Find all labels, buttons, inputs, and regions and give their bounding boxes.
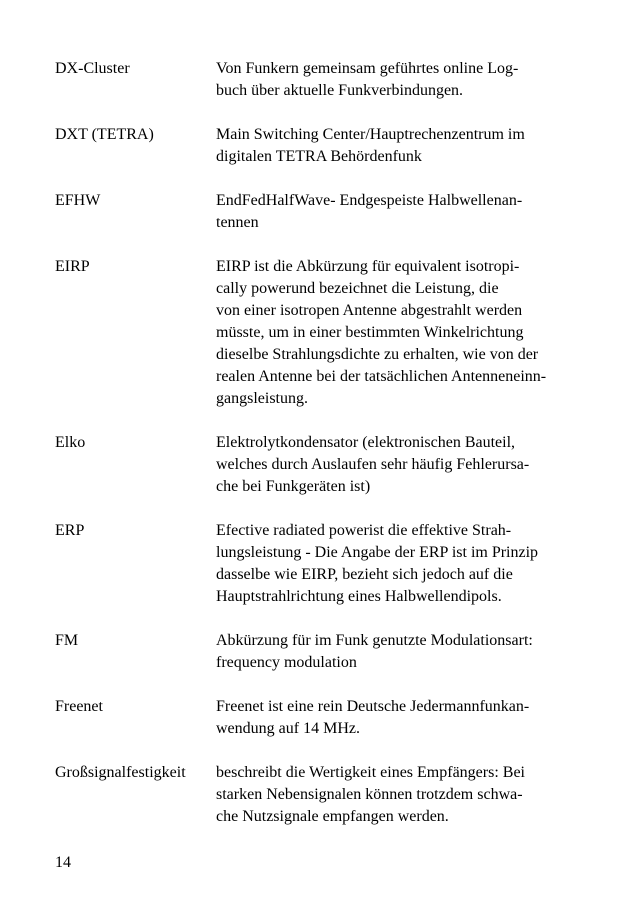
definition-line: cally powerund bezeichnet die Leistung, die xyxy=(216,280,499,297)
glossary-term: ERP xyxy=(55,522,85,539)
definition-line: wendung auf 14 MHz. xyxy=(216,720,360,737)
glossary-definition xyxy=(216,520,595,608)
glossary-entry-dxt-tetra xyxy=(55,124,595,168)
glossary-definition xyxy=(216,432,595,498)
definition-line: Von Funkern gemeinsam geführtes online Log- xyxy=(216,60,519,77)
glossary-definition xyxy=(216,630,595,674)
glossary-entry-freenet xyxy=(55,696,595,740)
page-number: 14 xyxy=(55,854,71,871)
definition-line: welches durch Auslaufen sehr häufig Fehlerursa- xyxy=(216,456,530,473)
glossary-entry-efhw xyxy=(55,190,595,234)
glossary-definition xyxy=(216,696,595,740)
definition-line: lungsleistung - Die Angabe der ERP ist im Prinzip xyxy=(216,544,539,561)
glossary-term: FM xyxy=(55,632,79,649)
glossary-entry-erp xyxy=(55,520,595,608)
glossary-entry-grosssignalfestigkeit xyxy=(55,762,595,828)
definition-line: digitalen TETRA Behördenfunk xyxy=(216,148,422,165)
definition-line: dieselbe Strahlungsdichte zu erhalten, wie von der xyxy=(216,346,539,363)
glossary-term: DXT (TETRA) xyxy=(55,126,154,143)
glossary-term: Großsignalfestigkeit xyxy=(55,764,186,781)
definition-line: Freenet ist eine rein Deutsche Jedermannfunkan- xyxy=(216,698,530,715)
definition-line: realen Antenne bei der tatsächlichen Antenneneinn- xyxy=(216,368,547,385)
definition-line: Hauptstrahlrichtung eines Halbwellendipols. xyxy=(216,588,502,605)
definition-line: Efective radiated powerist die effektive Strah- xyxy=(216,522,512,539)
definition-line: Main Switching Center/Hauptrechenzentrum im xyxy=(216,126,525,143)
glossary-entry-fm xyxy=(55,630,595,674)
glossary-definition xyxy=(216,256,595,410)
glossary-entry-eirp xyxy=(55,256,595,410)
glossary-definition xyxy=(216,190,595,234)
glossary-entry-dx-cluster xyxy=(55,58,595,102)
definition-line: müsste, um in einer bestimmten Winkelrichtung xyxy=(216,324,524,341)
definition-line: Elektrolytkondensator (elektronischen Bauteil, xyxy=(216,434,516,451)
glossary-term: Elko xyxy=(55,434,86,451)
definition-line: che Nutzsignale empfangen werden. xyxy=(216,808,449,825)
glossary-term: EIRP xyxy=(55,258,90,275)
definition-line: starken Nebensignalen können trotzdem schwa- xyxy=(216,786,523,803)
definition-line: buch über aktuelle Funkverbindungen. xyxy=(216,82,464,99)
glossary-definition xyxy=(216,762,595,828)
glossary-entry-elko xyxy=(55,432,595,498)
glossary-list xyxy=(55,58,595,828)
glossary-term: EFHW xyxy=(55,192,101,209)
glossary-definition xyxy=(216,58,595,102)
definition-line: gangsleistung. xyxy=(216,390,308,407)
glossary-term: DX-Cluster xyxy=(55,60,130,77)
glossary-term: Freenet xyxy=(55,698,103,715)
definition-line: beschreibt die Wertigkeit eines Empfängers: Bei xyxy=(216,764,525,781)
definition-line: frequency modulation xyxy=(216,654,357,671)
definition-line: tennen xyxy=(216,214,259,231)
definition-line: EndFedHalfWave- Endgespeiste Halbwellenan- xyxy=(216,192,523,209)
definition-line: EIRP ist die Abkürzung für equivalent isotropi- xyxy=(216,258,520,275)
definition-line: Abkürzung für im Funk genutzte Modulationsart: xyxy=(216,632,533,649)
definition-line: von einer isotropen Antenne abgestrahlt werden xyxy=(216,302,523,319)
definition-line: dasselbe wie EIRP, bezieht sich jedoch auf die xyxy=(216,566,513,583)
glossary-definition xyxy=(216,124,595,168)
definition-line: che bei Funkgeräten ist) xyxy=(216,478,371,495)
